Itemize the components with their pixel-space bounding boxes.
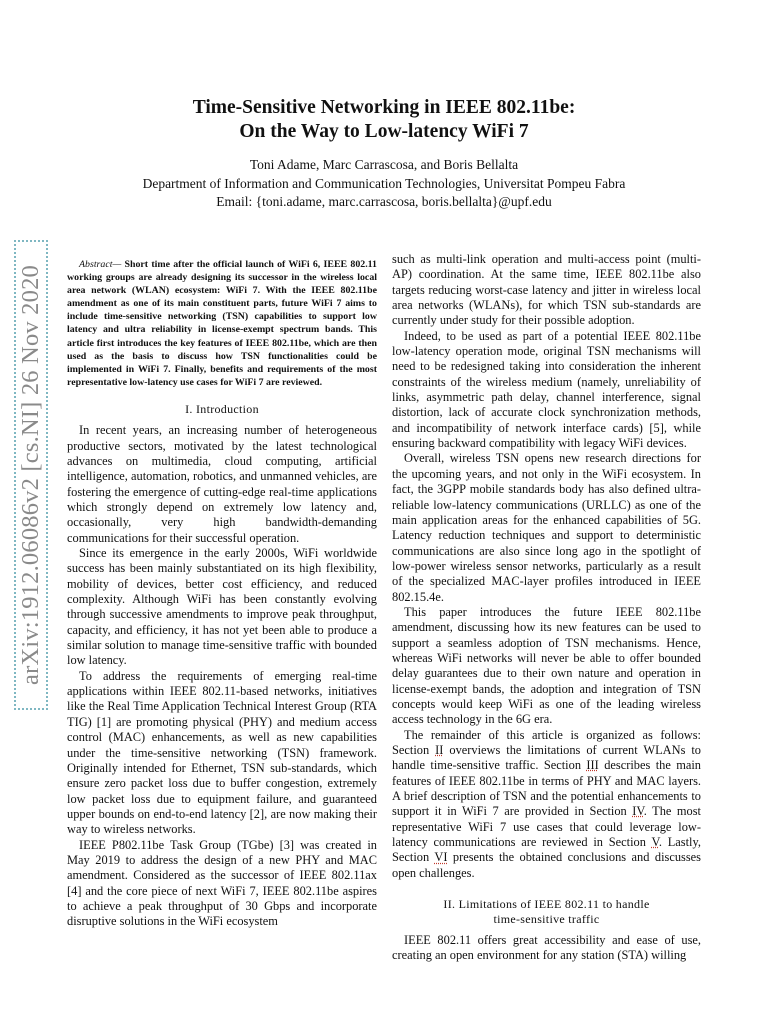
abstract-label: Abstract—	[79, 259, 122, 270]
title-line-1: Time-Sensitive Networking in IEEE 802.11be:	[192, 97, 576, 118]
affiliation: Department of Information and Communication Technologies, Universitat Pompeu Fabra	[142, 175, 626, 191]
section-ref-link[interactable]: IV	[632, 804, 644, 819]
continued-paragraph: such as multi-link operation and multi-access point (multi-AP) coordination. At the same time, IEEE 802.11be also targets reducing worst-case latency and jitter in wireless local area networks (WLANs), for which TSN sub-standards are currently under study for their possible adoption.	[392, 252, 701, 328]
author-block	[0, 156, 768, 212]
section-1-heading: I. Introduction	[185, 401, 259, 416]
abstract-text: Short time after the official launch of WiFi 6, IEEE 802.11 working groups are already designing its successor in the wireless local area network (WLAN) ecosystem: WiFi 7. With the IEEE 802.11be amendment as one of its main constituent parts, future WiFi 7 aims to include time-sensitive networking (TSN) capabilities to support low latency and ultra reliability in license-exempt spectrum bands. This article first introduces the key features of IEEE 802.11be, which are then used as the basis to discuss how TSN functionalities could be implemented in WiFi 7. Finally, benefits and requirements of the most representative low-latency use cases for WiFi 7 are reviewed.	[67, 259, 377, 388]
left-column	[67, 258, 377, 930]
author-names: Toni Adame, Marc Carrascosa, and Boris Bellalta	[249, 157, 519, 172]
right-paragraph-3: This paper introduces the future IEEE 802.11be amendment, discussing how its new features can be used to support a seamless adoption of TSN mechanisms. Hence, whereas WiFi networks will never be able to offer bounded delay guarantees due to their own nature and operation in license-exempt bands, the adoption and integration of TSN concepts would keep WiFi as one of the leading wireless access technology in the 6G era.	[392, 604, 701, 727]
section-ref-link[interactable]: VI	[434, 850, 448, 865]
right-column	[392, 252, 701, 964]
section-2-heading-line-2: time-sensitive traffic	[493, 912, 600, 927]
organization-paragraph: The remainder of this article is organized as follows: Section II overviews the limitations of current WLANs to handle time-sensitive traffic. Section III describes the main features of IEEE 802.11be in terms of PHY and MAC layers. A brief description of TSN and the potential enhancements to support it in WiFi 7 are provided in Section IV. The most representative WiFi 7 use cases that could leverage low-latency communications are reviewed in Section V. Lastly, Section VI presents the obtained conclusions and discusses open challenges.	[392, 727, 702, 880]
paper-title	[0, 96, 768, 144]
intro-paragraph-2: Since its emergence in the early 2000s, WiFi worldwide success has been mainly substantiated on its high flexibility, mobility of devices, better cost efficiency, and reduced complexity. Although WiFi has been constantly evolving through successive amendments to improve peak throughput, capacity, and efficiency, it has not yet been able to produce a similar solution to manage time-sensitive traffic with bounded low latency.	[67, 546, 377, 668]
right-paragraph-1: Indeed, to be used as part of a potential IEEE 802.11be low-latency operation mode, original TSN mechanisms will need to be redesigned taking into consideration the inherent constraints of the wireless medium (namely, unreliability of links, asymmetric path delay, channel interference, signal distortion, lack of accurate clock synchronization methods, and incompatibility of network interface cards) [5], while ensuring backward compatibility with legacy WiFi devices.	[392, 328, 701, 451]
section-ref-link[interactable]: V	[651, 835, 659, 850]
author-email: Email: {toni.adame, marc.carrascosa, boris.bellalta}@upf.edu	[216, 194, 552, 209]
section-ref-link[interactable]: II	[435, 743, 444, 757]
section-2-paragraph: IEEE 802.11 offers great accessibility and ease of use, creating an open environment for any station (STA) willing	[392, 933, 701, 963]
intro-paragraph-1: In recent years, an increasing number of heterogeneous productive sectors, motivated by the latest technological advances on multimedia, cloud computing, artificial intelligence, automation, robotics, and unmanned vehicles, are fostering the emergence of cutting-edge real-time applications which strongly depend on extremely low latency and, occasionally, very high bandwidth-demanding communications for their successful operation.	[67, 423, 377, 545]
section-ref-link[interactable]: III	[586, 758, 599, 773]
title-line-2: On the Way to Low-latency WiFi 7	[239, 121, 529, 142]
arxiv-identifier: arXiv:1912.06086v2 [cs.NI] 26 Nov 2020	[17, 265, 44, 685]
section-2-heading-line-1: II. Limitations of IEEE 802.11 to handle	[443, 897, 650, 912]
arxiv-sidebar	[14, 240, 48, 710]
abstract	[67, 258, 377, 389]
right-paragraph-2: Overall, wireless TSN opens new research directions for the upcoming years, and not only in the WiFi ecosystem. In fact, the 3GPP mobile standards body has also defined ultra-reliable low-latency communications (URLLC) as one of the main application areas for the enhanced capabilities of 5G. Latency reduction techniques and support to deterministic communications are also since long ago in the spotlight of low-power wireless sensor networks, particularly as a result of the specialized MAC-layer profiles introduced in IEEE 802.15.4e.	[392, 451, 701, 604]
section-2-heading	[392, 897, 701, 927]
intro-paragraph-3: To address the requirements of emerging real-time applications within IEEE 802.11-based networks, initiatives like the Real Time Application Technical Interest Group (RTA TIG) [1] are promoting physical (PHY) and medium access control (MAC) enhancements, as well as new capabilities under the time-sensitive networking (TSN) framework. Originally intended for Ethernet, TSN sub-standards, which ensure zero packet loss due to buffer congestion, extremely low packet loss due to equipment failure, and guaranteed upper bounds on end-to-end latency [2], are now making their way to wireless networks.	[67, 668, 377, 837]
intro-paragraph-4: IEEE P802.11be Task Group (TGbe) [3] was created in May 2019 to address the design of a new PHY and MAC amendment. Considered as the successor of IEEE 802.11ax [4] and the core piece of next WiFi 7, IEEE 802.11be aspires to achieve a peak throughput of 30 Gbps and incorporate disruptive solutions in the WiFi ecosystem	[67, 837, 377, 929]
